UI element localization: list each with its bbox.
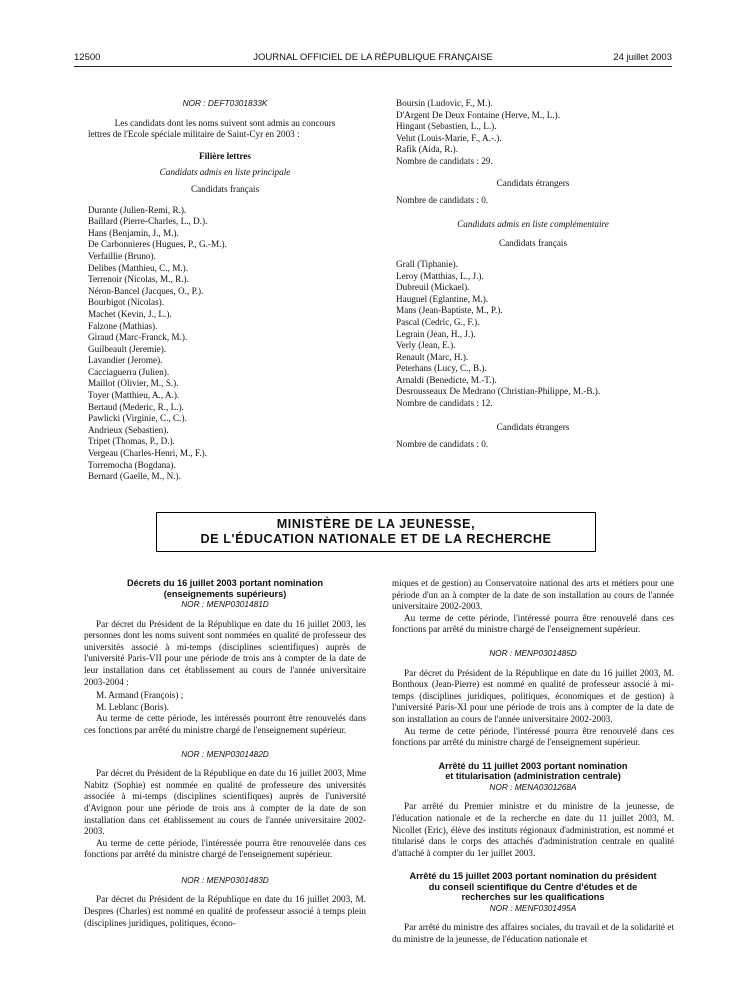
page-header (74, 52, 672, 66)
nor-reference: NOR : MENP0301483D (181, 874, 269, 885)
list-item: Machet (Kevin, J., L.). (88, 308, 172, 319)
list-item: Delibes (Matthieu, C., M.). (88, 262, 189, 273)
list-item: Leroy (Matthias, L., J.). (396, 270, 484, 281)
nor-reference: NOR : DEFT0301833K (182, 98, 268, 108)
nor-reference: NOR : MENP0301481D (181, 599, 269, 609)
list-item: Pascal (Cedric, G., F.). (396, 316, 480, 327)
list-item: M. Leblanc (Boris). (96, 701, 169, 712)
paragraph: Par arrêté du ministre des affaires sociales, du travail et de la solidarité et du ministre de la jeunesse, de l'éducation nationale et (392, 922, 674, 944)
list-item: Tripet (Thomas, P., D.). (88, 436, 175, 447)
list-item: Hauguel (Eglantine, M.). (396, 293, 489, 304)
list-item: Falzone (Mathias). (88, 320, 158, 331)
subsection-heading: Candidats français (498, 238, 568, 249)
nor-reference: NOR : MENP0301482D (181, 748, 269, 759)
candidate-list (84, 205, 366, 483)
nor-reference: NOR : MENP0301485D (489, 647, 577, 658)
paragraph: Par décret du Président de la République en date du 16 juillet 2003, Mme Nabitz (Sophie) est nommée en qualité de professeure des universités associée à mi-temps (disciplines scientifiques) auprès de l'université d'Avignon pour une période de trois ans à compter de la date de son installation dans cet établissement au cours de l'année universitaire 2002-2003. (84, 768, 366, 837)
list-item: Néron-Bancel (Jacques, O., P.). (88, 285, 204, 296)
list-item: Grall (Tiphanie). (396, 258, 458, 269)
list-item: Hingant (Sebastien, L., L.). (396, 121, 497, 132)
paragraph: Par décret du Président de la République en date du 16 juillet 2003, les personnes dont les noms suivent sont nommées en qualité de professeur des universités associé à mi-temps (disciplines scientifiques) auprès de l'université Paris-VII pour une période de trois ans à compter de la date de leur installation dans cet établissement au cours de l'année universitaire 2003-2004 : (84, 618, 366, 687)
list-item: Bourbigot (Nicolas). (88, 297, 165, 308)
list-item: Arnaldi (Benedicte, M.-T.). (396, 374, 497, 385)
ministry-name-line: MINISTÈRE DE LA JEUNESSE, (276, 517, 476, 531)
header-divider (74, 66, 672, 67)
decree-title: du conseil scientifique du Centre d'études et de (428, 881, 638, 892)
paragraph: miques et de gestion) au Conservatoire national des arts et métiers pour une période d'un an à compter de la date de son installation au cours de l'année universitaire 2002-2003. (392, 578, 674, 612)
list-item: Vergeau (Charles-Henri, M., F.). (88, 448, 208, 459)
list-item: Rafik (Aida, R.). (396, 144, 459, 155)
nor-reference: NOR : MENF0301495A (489, 902, 577, 913)
list-item: Andrieux (Sebastien). (88, 424, 169, 435)
paragraph: Par décret du Président de la République en date du 16 juillet 2003, M. Despres (Charles) est nommé en qualité de professeur associé à temps plein (disciplines juridiques, politiques, écono- (84, 894, 366, 928)
list-item: Durante (Julien-Remi, R.). (88, 204, 187, 215)
subsection-heading: Candidats étrangers (496, 421, 570, 432)
list-item: Giraud (Marc-Franck, M.). (88, 332, 188, 343)
paragraph: Par arrêté du Premier ministre et du ministre de la jeunesse, de l'éducation nationale et de la recherche en date du 11 juillet 2003, M. Nicollet (Eric), élève des instituts régionaux d'administration, est nommé et titularisé dans le corps des attachés d'administration centrale en qualité d'attaché à compter du 1er juillet 2003. (392, 801, 674, 858)
list-item: Verly (Jean, E.). (396, 340, 456, 351)
list-item: Torremocha (Bogdana). (88, 459, 176, 470)
subsection-heading: Candidats français (190, 183, 260, 194)
list-item: Bertaud (Mederic, R., L.). (88, 401, 184, 412)
top-left-column (84, 98, 366, 483)
appointee-list (84, 690, 366, 713)
list-item: Renault (Marc, H.). (396, 351, 469, 362)
list-item: De Carbonnieres (Hugues, P., G.-M.). (88, 239, 227, 250)
top-right-column (392, 98, 674, 451)
decree-title: (enseignements supérieurs) (163, 588, 287, 599)
paragraph: Par décret du Président de la République en date du 16 juillet 2003, M. Bonthoux (Jean-Pierre) est nommé en qualité de professeur associé à mi-temps (disciplines juridiques, politiques, économiques et de gestion) à l'université Paris-XI pour une période de trois ans à compter de la date de son installation au cours de l'année universitaire 2002-2003. (392, 667, 674, 724)
paragraph: Au terme de cette période, l'intéressé pourra être renouvelé dans ces fonctions par arrêté du ministre chargé de l'enseignement supérieur. (392, 612, 674, 635)
decree-title: et titularisation (administration centrale) (445, 771, 621, 782)
candidate-count: Nombre de candidats : 0. (396, 195, 489, 206)
nor-reference: NOR : MENA0301268A (489, 781, 577, 792)
list-item: Baillard (Pierre-Charles, L., D.). (88, 216, 208, 227)
list-item: Dubreuil (Mickael). (396, 282, 470, 293)
list-item: Hans (Benjamin, J., M.). (88, 227, 179, 238)
candidate-count: Nombre de candidats : 12. (396, 398, 493, 409)
list-item: Guilbeault (Jeremie). (88, 343, 167, 354)
list-item: Velut (Louis-Marie, F., A.-.). (396, 132, 502, 143)
subsection-heading: Candidats étrangers (496, 177, 570, 188)
paragraph: Au terme de cette période, les intéressés pourront être renouvelés dans ces fonctions par arrêté du ministre chargé de l'enseignement supérieur. (84, 713, 366, 735)
list-item: Boursin (Ludovic, F., M.). (396, 98, 493, 108)
ministry-name-line: DE L'ÉDUCATION NATIONALE ET DE LA RECHERCHE (200, 532, 552, 546)
list-item: Mans (Jean-Baptiste, M., P.). (396, 305, 503, 316)
bottom-right-column (392, 578, 674, 946)
list-item: Verfaillie (Bruno). (88, 250, 156, 261)
ministry-heading-box (156, 512, 596, 552)
list-item: Lavandier (Jerome). (88, 355, 163, 366)
list-item: D'Argent De Deux Fontaine (Herve, M., L.). (396, 109, 561, 120)
decree-title: Décrets du 16 juillet 2003 portant nomination (126, 578, 324, 588)
paragraph: Au terme de cette période, l'intéressé pourra être renouvelé dans ces fonctions par arrêté du ministre chargé de l'enseignement supérieur. (392, 725, 674, 748)
list-item: Bernard (Gaelle, M., N.). (88, 471, 181, 482)
candidate-count: Nombre de candidats : 29. (396, 155, 493, 166)
paragraph: Au terme de cette période, l'intéressée pourra être renouvelée dans ces fonctions par arrêté du ministre chargé de l'enseignement supérieur. (84, 837, 366, 860)
list-item: Peterhans (Lucy, C., B.). (396, 363, 487, 374)
list-item: Toyer (Matthieu, A., A.). (88, 390, 180, 401)
candidate-list (392, 98, 674, 156)
candidate-list (392, 259, 674, 398)
decree-title: Arrêté du 15 juillet 2003 portant nomination du président (409, 871, 657, 882)
list-item: Terrenoir (Nicolas, M., R.). (88, 274, 189, 285)
subsection-heading: Candidats admis en liste complémentaire (457, 218, 609, 229)
intro-line: lettres de l'Ecole spéciale militaire de Saint-Cyr en 2003 : (88, 129, 300, 140)
list-item: Cacciaguerra (Julien). (88, 366, 170, 377)
decree-title: Arrêté du 11 juillet 2003 portant nomination (438, 760, 628, 771)
section-heading: Filière lettres (199, 150, 251, 161)
intro-line: Les candidats dont les noms suivent sont admis au concours (114, 117, 336, 128)
list-item: Maillot (Olivier, M., S.). (88, 378, 179, 389)
decree-title: recherches sur les qualifications (461, 892, 605, 903)
list-item: Legrain (Jean, H., J.). (396, 328, 476, 339)
list-item: Desrousseaux De Medrano (Christian-Philippe, M.-B.). (396, 386, 601, 397)
journal-title: JOURNAL OFFICIEL DE LA RÉPUBLIQUE FRANÇAISE (253, 52, 493, 63)
page-number: 12500 (74, 52, 101, 63)
list-item: Pawlicki (Virginie, C., C.). (88, 413, 187, 424)
list-item: M. Armand (François) ; (96, 690, 184, 701)
subsection-heading: Candidats admis en liste principale (159, 167, 291, 178)
candidate-count: Nombre de candidats : 0. (396, 439, 489, 450)
bottom-left-column (84, 578, 366, 929)
issue-date: 24 juillet 2003 (613, 52, 672, 63)
